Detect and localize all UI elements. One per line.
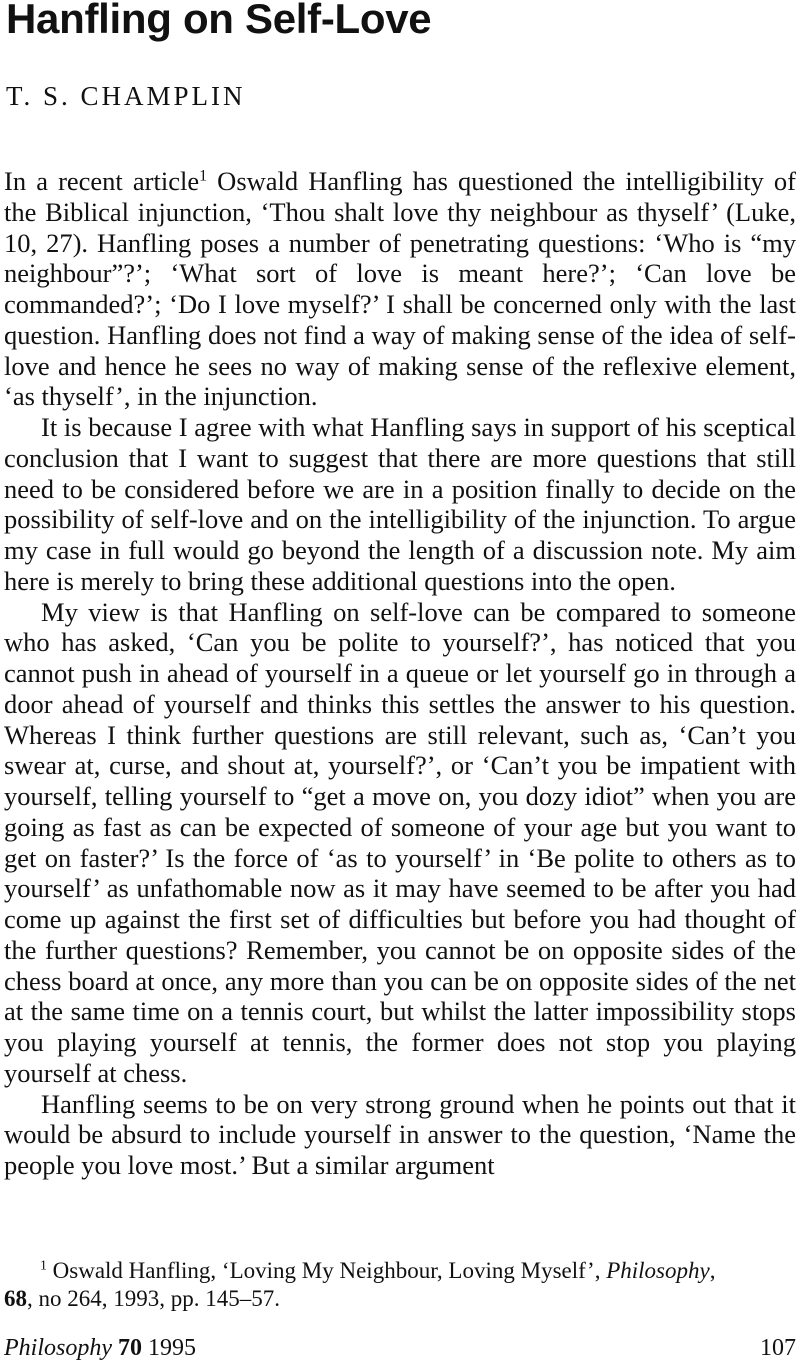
paragraph-1-lead: In a recent article — [4, 166, 200, 196]
article-body — [4, 166, 796, 1181]
journal-name: Philosophy — [4, 1335, 112, 1361]
footnote-volume: 68 — [4, 1286, 27, 1311]
footnote-text: Oswald Hanfling, ‘Loving My Neighbour, Loving Myself’, — [46, 1258, 607, 1283]
footnote-comma: , — [709, 1258, 716, 1283]
footnote-details: , no 264, 1993, pp. 145–57. — [27, 1286, 280, 1311]
footnote — [4, 1257, 796, 1313]
footnote-reference-1[interactable]: 1 — [199, 167, 208, 185]
paragraph-1-text: Oswald Hanfling has questioned the intelligibility of the Biblical injunction, ‘Thou shalt love thy neighbour as thyself’ (Luke, 10, 27). Hanfling poses a number of penetrating questions: ‘Who is “my neighbour”?’; ‘What sort of love is meant here?’; ‘Can love be commanded?’; ‘Do I love myself?’ I shall be concerned only with the last question. Hanfling does not find a way of making sense of the idea of self-love and hence he sees no way of making sense of the reflexive element, ‘as thyself’, in the injunction. — [4, 166, 796, 412]
footnote-journal: Philosophy — [606, 1258, 710, 1283]
journal-citation — [4, 1333, 196, 1363]
paragraph-1 — [4, 166, 796, 412]
page-number: 107 — [760, 1335, 796, 1361]
paragraph-2: It is because I agree with what Hanfling says in support of his sceptical conclusion that I want to suggest that there are more questions that still need to be considered before we are in a position finally to decide on the possibility of self-love and on the intelligibility of the injunction. To argue my case in full would go beyond the length of a discussion note. My aim here is merely to bring these additional questions into the open. — [4, 412, 796, 596]
author-name: T. S. CHAMPLIN — [6, 81, 246, 111]
journal-volume: 70 — [118, 1335, 142, 1361]
footnote-1 — [4, 1257, 796, 1313]
journal-year: 1995 — [148, 1335, 196, 1361]
article-title: Hanfling on Self-Love — [6, 0, 432, 42]
footnote-marker: 1 — [40, 1257, 47, 1273]
paragraph-4: Hanfling seems to be on very strong ground when he points out that it would be absurd to include yourself in answer to the question, ‘Name the people you love most.’ But a similar argument — [4, 1088, 796, 1180]
paragraph-3: My view is that Hanfling on self-love can be compared to someone who has asked, ‘Can you be polite to yourself?’, has noticed that you cannot push in ahead of yourself in a queue or let yourself go in through a door ahead of yourself and thinks this settles the answer to his question. Whereas I think further questions are still relevant, such as, ‘Can’t you swear at, curse, and shout at, yourself?’, or ‘Can’t you be impatient with yourself, telling yourself to “get a move on, you dozy idiot” when you are going as fast as can be expected of someone of your age but you want to get on faster?’ Is the force of ‘as to yourself’ in ‘Be polite to others as to yourself’ as unfathomable now as it may have seemed to be after you had come up against the first set of difficulties but before you had thought of the further questions? Remember, you cannot be on opposite sides of the chess board at once, any more than you can be on opposite sides of the net at the same time on a tennis court, but whilst the latter impossibility stops you playing yourself at tennis, the former does not stop you playing yourself at chess. — [4, 596, 796, 1088]
